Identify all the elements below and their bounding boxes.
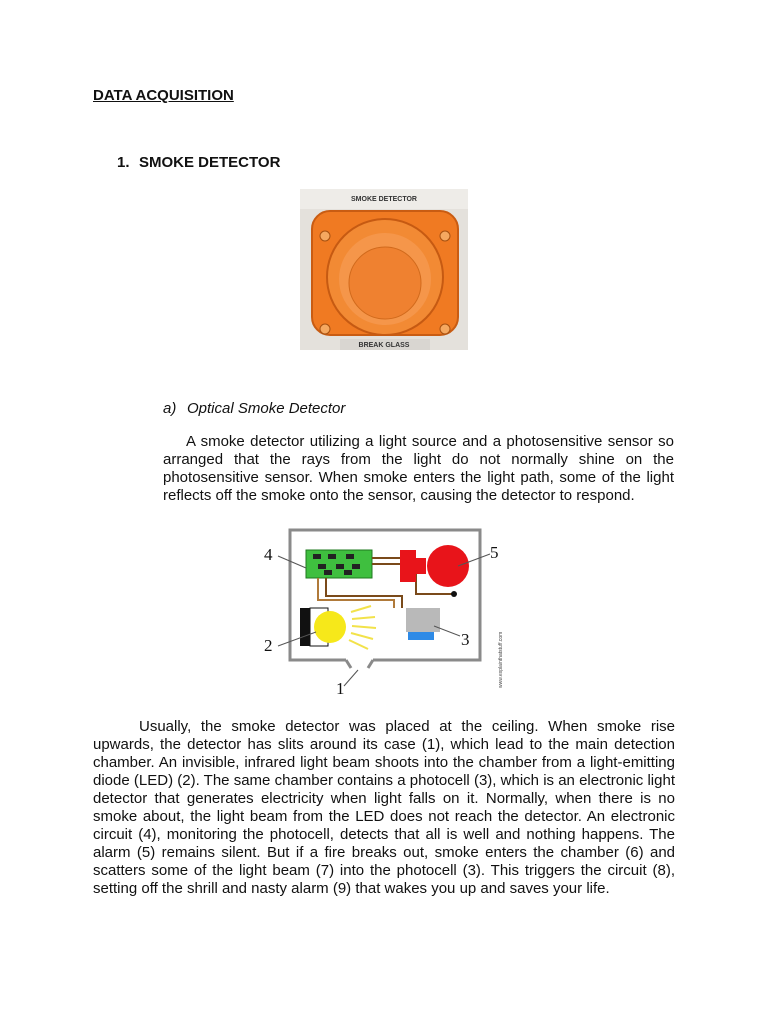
photo-top-label: SMOKE DETECTOR [351, 196, 417, 203]
diagram-label-3: 3 [461, 630, 470, 649]
diagram-label-1: 1 [336, 679, 345, 698]
smoke-detector-photo [300, 189, 468, 350]
diagram-label-4: 4 [264, 545, 273, 564]
photo-bottom-label: BREAK GLASS [358, 342, 410, 349]
description-paragraph: A smoke detector utilizing a light source and a photosensitive sensor so arranged that the rays from the light do not normally shine on the photosensitive sensor. When smoke enters the light path, some of the light reflects off the smoke onto the sensor, causing the detector to respond. [163, 433, 674, 504]
section-title: SMOKE DETECTOR [139, 154, 281, 171]
diagram-label-5: 5 [490, 543, 499, 562]
subsection-title: Optical Smoke Detector [187, 400, 346, 417]
diagram-label-2: 2 [264, 636, 273, 655]
document-title: DATA ACQUISITION [93, 87, 234, 104]
diagram-watermark: www.explainthatstuff.com [498, 631, 504, 688]
subsection-label: a) [163, 400, 177, 417]
explanation-paragraph: Usually, the smoke detector was placed at the ceiling. When smoke rise upwards, the detector has slits around its case (1), which lead to the main detection chamber. An invisible, infrared light beam shoots into the chamber from a light-emitting diode (LED) (2). The same chamber contains a photocell (3), which is an electronic light detector that generates electricity when light falls on it. Normally, when there is no smoke about, the light beam from the LED does not reach the detector. An electronic circuit (4), monitoring the photocell, detects that all is well and nothing happens. The alarm (5) remains silent. But if a fire breaks out, smoke enters the chamber (6) and scatters some of the light beam (7) into the photocell (3). This triggers the circuit (8), setting off the shrill and nasty alarm (9) that wakes you up and saves your life. [93, 718, 675, 897]
section-heading [117, 154, 280, 171]
subsection-heading [163, 400, 345, 417]
circuit-board-icon [306, 550, 372, 578]
section-number: 1. [117, 154, 130, 171]
optical-detector-diagram [258, 520, 510, 698]
